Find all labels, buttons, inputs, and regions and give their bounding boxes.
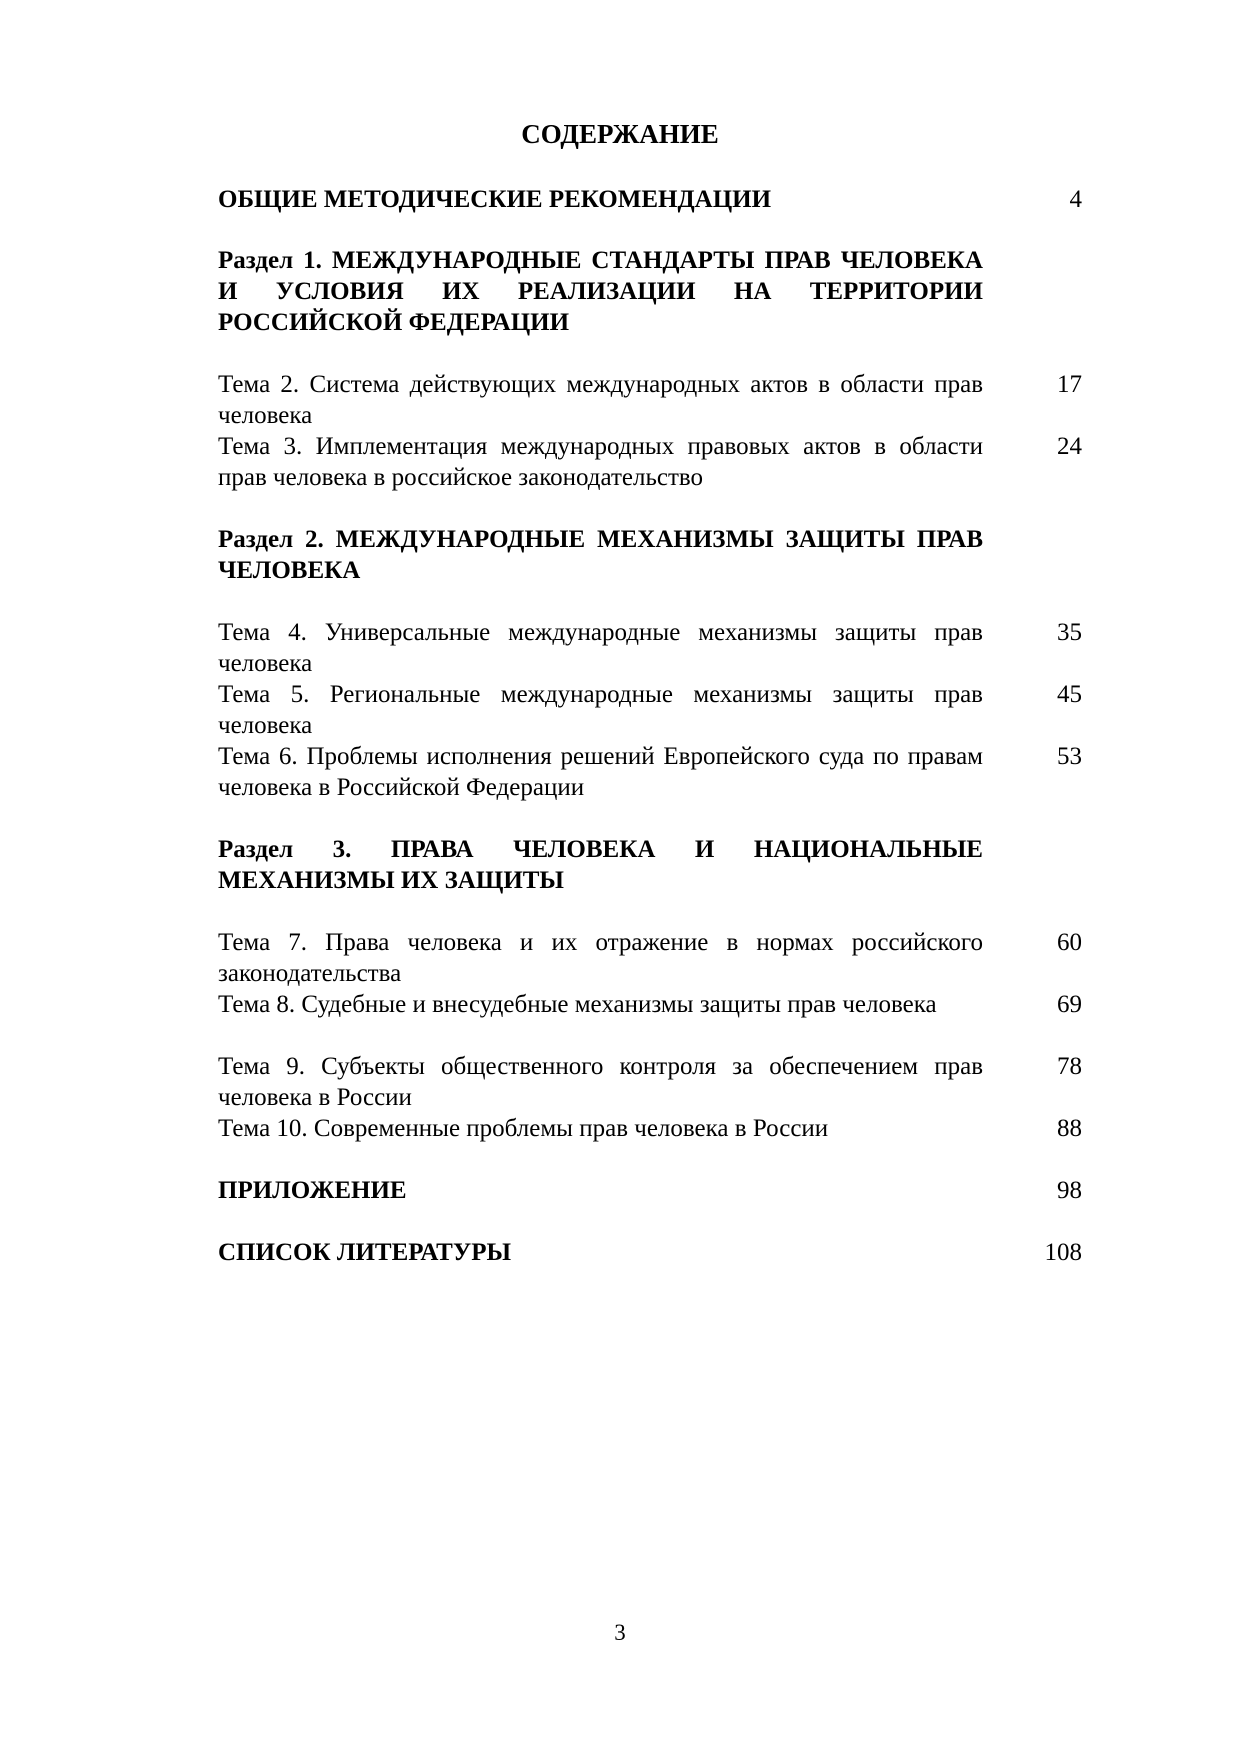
toc-entry-text: Тема 10. Современные проблемы прав человека в России [218,1115,829,1142]
toc-entry-text: Тема 5. Региональные международные механизмы защиты прав человека [218,681,983,739]
toc-entry-page: 53 [1057,743,1082,770]
toc-entry-text: Тема 9. Субъекты общественного контроля за обеспечением прав человека в России [218,1053,983,1111]
toc-entry-page: 24 [1057,433,1082,460]
toc-section-1[interactable] [218,245,1082,338]
toc-topic-3[interactable] [218,431,1082,493]
toc-entry-text: ОБЩИЕ МЕТОДИЧЕСКИЕ РЕКОМЕНДАЦИИ [218,186,772,213]
toc-entry-page: 4 [1069,186,1082,213]
page-title: СОДЕРЖАНИЕ [521,119,719,149]
toc-section-text: Раздел 1. МЕЖДУНАРОДНЫЕ СТАНДАРТЫ ПРАВ ЧЕЛОВЕКА И УСЛОВИЯ ИХ РЕАЛИЗАЦИИ НА ТЕРРИТОРИИ РОССИЙСКОЙ ФЕДЕРАЦИИ [218,247,983,336]
toc-entry-page: 88 [1057,1115,1082,1142]
toc-entry-text: Тема 7. Права человека и их отражение в нормах российского законодательства [218,929,983,987]
toc-entry-text: Тема 8. Судебные и внесудебные механизмы защиты прав человека [218,991,937,1018]
toc-topic-2[interactable] [218,369,1082,431]
toc-section-text: Раздел 3. ПРАВА ЧЕЛОВЕКА И НАЦИОНАЛЬНЫЕ МЕХАНИЗМЫ ИХ ЗАЩИТЫ [218,836,983,894]
toc-entry-appendix[interactable] [218,1175,1082,1206]
toc-entry-text: Тема 3. Имплементация международных правовых актов в области прав человека в российское законодательство [218,433,983,491]
page-number: 3 [614,1620,626,1645]
toc-entry-text: СПИСОК ЛИТЕРАТУРЫ [218,1239,512,1266]
toc-topic-9[interactable] [218,1051,1082,1113]
toc-entry-page: 17 [1057,371,1082,398]
toc-entry-text: Тема 2. Система действующих международных актов в области прав человека [218,371,983,429]
toc-section-text: Раздел 2. МЕЖДУНАРОДНЫЕ МЕХАНИЗМЫ ЗАЩИТЫ ПРАВ ЧЕЛОВЕКА [218,526,983,584]
toc-entry-text: Тема 6. Проблемы исполнения решений Европейского суда по правам человека в Российской Федерации [218,743,983,801]
toc-topic-7[interactable] [218,927,1082,989]
toc-section-3[interactable] [218,834,1082,896]
toc-topic-10[interactable] [218,1113,1082,1144]
toc-entry-text: ПРИЛОЖЕНИЕ [218,1177,407,1204]
toc-topic-8[interactable] [218,989,1082,1020]
toc-entry-references[interactable] [218,1237,1082,1268]
toc-topic-4[interactable] [218,617,1082,679]
toc-entry-page: 98 [1057,1177,1082,1204]
toc-entry-general[interactable] [218,184,1082,215]
toc-entry-page: 45 [1057,681,1082,708]
toc-entry-page: 108 [1044,1239,1082,1266]
toc-topic-5[interactable] [218,679,1082,741]
toc-topic-6[interactable] [218,741,1082,803]
toc-entry-page: 60 [1057,929,1082,956]
toc-entry-page: 78 [1057,1053,1082,1080]
toc-entry-page: 69 [1057,991,1082,1018]
toc-section-2[interactable] [218,524,1082,586]
toc-entry-page: 35 [1057,619,1082,646]
toc-entry-text: Тема 4. Универсальные международные механизмы защиты прав человека [218,619,983,677]
